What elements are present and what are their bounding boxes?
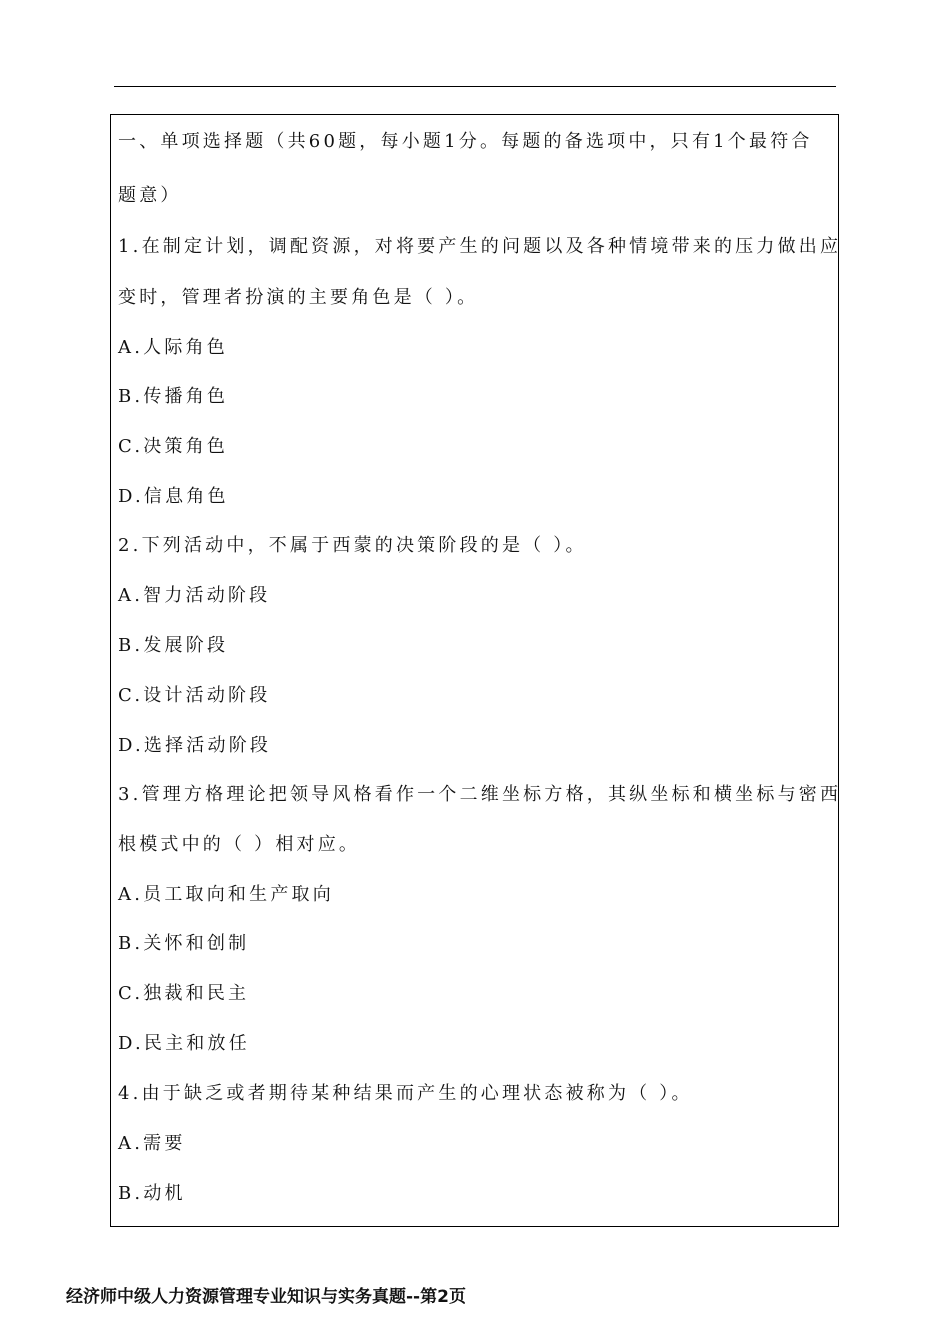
question-3-option-c: C.独裁和民主 [118, 983, 250, 1004]
question-1-stem: 1.在制定计划，调配资源，对将要产生的问题以及各种情境带来的压力做出应 [118, 236, 842, 257]
section-heading: 一、单项选择题（共60题，每小题1分。每题的备选项中，只有1个最符合 [118, 131, 813, 152]
question-4-option-b: B.动机 [118, 1183, 186, 1204]
question-2-option-c: C.设计活动阶段 [118, 685, 271, 706]
question-2-option-d: D.选择活动阶段 [118, 735, 272, 756]
question-3-option-d: D.民主和放任 [118, 1033, 250, 1054]
question-3-option-a: A.员工取向和生产取向 [118, 884, 334, 905]
question-4-option-a: A.需要 [118, 1133, 186, 1154]
question-1-option-d: D.信息角色 [118, 486, 229, 507]
question-1-stem-continued: 变时，管理者扮演的主要角色是（ ）。 [118, 287, 479, 308]
question-1-option-a: A.人际角色 [118, 337, 228, 358]
question-2-option-a: A.智力活动阶段 [118, 585, 271, 606]
question-3-option-b: B.关怀和创制 [118, 933, 250, 954]
page-footer: 经济师中级人力资源管理专业知识与实务真题--第2页 [66, 1287, 466, 1307]
question-3-stem: 3.管理方格理论把领导风格看作一个二维坐标方格，其纵坐标和横坐标与密西 [118, 784, 842, 805]
question-1-option-b: B.传播角色 [118, 386, 229, 407]
question-4-stem: 4.由于缺乏或者期待某种结果而产生的心理状态被称为（ ）。 [118, 1083, 693, 1104]
question-3-stem-continued: 根模式中的（ ）相对应。 [118, 834, 361, 855]
question-2-option-b: B.发展阶段 [118, 635, 229, 656]
header-rule [114, 86, 836, 87]
question-2-stem: 2.下列活动中，不属于西蒙的决策阶段的是（ ）。 [118, 535, 587, 556]
question-1-option-c: C.决策角色 [118, 436, 229, 457]
section-heading-continued: 题意） [118, 185, 182, 206]
question-box [110, 114, 842, 1227]
